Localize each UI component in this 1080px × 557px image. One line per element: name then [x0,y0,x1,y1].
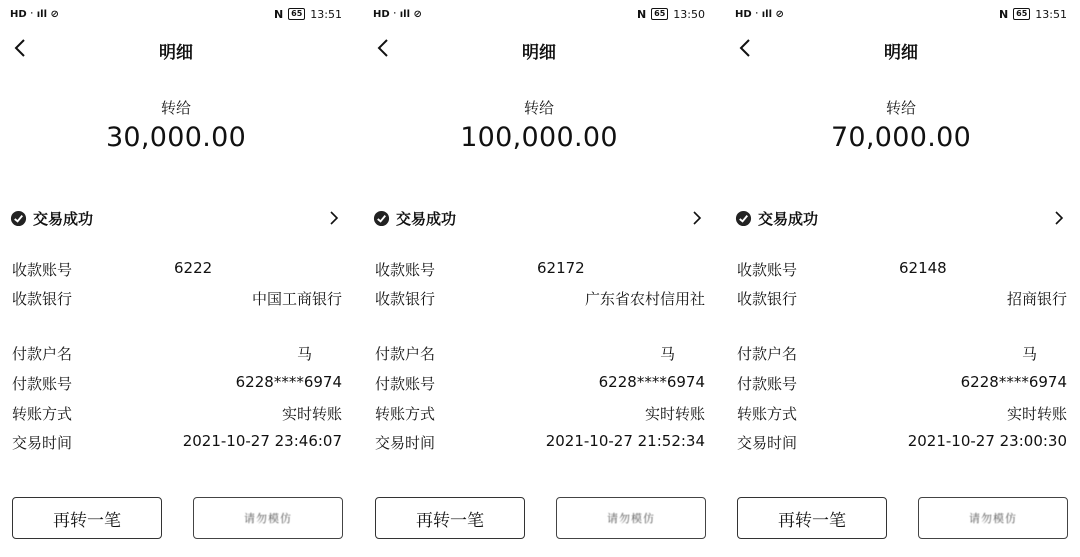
check-circle-icon [735,210,752,227]
payee-account-value: 62148 [899,259,947,277]
battery-icon: 65 [651,8,668,20]
recipient-label: 转给 [885,99,916,117]
transfer-method-label: 转账方式 [12,405,73,423]
transfer-method-row [375,403,705,423]
payer-name-value: 马 [659,345,675,363]
payer-name-row [12,343,342,363]
transaction-status-row[interactable] [735,207,1067,229]
network-indicators: HD ᐧ ıll ⊘ [10,8,59,20]
transfer-detail-screen-3 [725,0,1077,557]
transaction-time-value: 2021-10-27 23:00:30 [907,432,1067,450]
payee-bank-value: 广东省农村信用社 [584,290,705,308]
transaction-status-row[interactable] [10,207,342,229]
transaction-status: 交易成功 [758,209,819,228]
recipient-label: 转给 [523,99,554,117]
payee-account-row [12,259,342,279]
secondary-button-label: 请勿模仿 [244,512,292,525]
nav-bar [725,36,1077,63]
transaction-time-row [12,432,342,452]
transaction-time-row [737,432,1067,452]
payee-account-value: 62172 [537,259,585,277]
payee-bank-value: 中国工商银行 [251,290,342,308]
payee-bank-row [12,288,342,308]
status-time: 13:51 [1035,7,1067,21]
page-title: 明细 [159,43,193,63]
payee-account-label: 收款账号 [375,261,436,279]
battery-icon: 65 [288,8,305,20]
page-title: 明细 [522,43,556,63]
chevron-right-icon [691,210,703,226]
transfer-amount: 100,000.00 [460,122,618,153]
nfc-icon: N [273,7,284,21]
payee-bank-value: 招商银行 [1006,290,1067,308]
transaction-time-label: 交易时间 [737,434,798,452]
payer-name-label: 付款户名 [375,345,436,363]
status-time: 13:50 [673,7,705,21]
payer-account-value: 6228****6974 [598,373,705,391]
transfer-again-button[interactable]: 再转一笔 [737,497,887,539]
secondary-button[interactable] [193,497,343,539]
payer-account-row [375,373,705,393]
transfer-again-button[interactable]: 再转一笔 [12,497,162,539]
chevron-right-icon [1053,210,1065,226]
transfer-amount: 70,000.00 [830,122,972,153]
network-indicators: HD ᐧ ıll ⊘ [735,8,784,20]
transfer-detail-screen-2 [363,0,715,557]
transaction-time-row [375,432,705,452]
payee-bank-row [737,288,1067,308]
transaction-time-value: 2021-10-27 23:46:07 [182,432,342,450]
transaction-time-label: 交易时间 [12,434,73,452]
payer-name-row [737,343,1067,363]
transfer-method-label: 转账方式 [375,405,436,423]
payee-account-value: 6222 [174,259,213,277]
payer-account-label: 付款账号 [737,375,798,393]
payer-account-label: 付款账号 [375,375,436,393]
transaction-time-value: 2021-10-27 21:52:34 [545,432,705,450]
transaction-status-row[interactable] [373,207,705,229]
transfer-method-label: 转账方式 [737,405,798,423]
payer-name-value: 马 [1021,345,1037,363]
transfer-amount: 30,000.00 [105,122,247,153]
payer-name-row [375,343,705,363]
secondary-button-label: 请勿模仿 [969,512,1017,525]
payer-account-row [737,373,1067,393]
status-bar [10,6,342,22]
recipient-label: 转给 [160,99,191,117]
payee-account-row [375,259,705,279]
status-bar [373,6,705,22]
chevron-right-icon [328,210,340,226]
nfc-icon: N [636,7,647,21]
check-circle-icon [10,210,27,227]
transfer-method-row [12,403,342,423]
battery-icon: 65 [1013,8,1030,20]
transfer-detail-screen-1 [0,0,352,557]
transfer-method-value: 实时转账 [281,405,342,423]
payee-account-label: 收款账号 [12,261,73,279]
payer-name-label: 付款户名 [737,345,798,363]
transfer-method-value: 实时转账 [644,405,705,423]
check-circle-icon [373,210,390,227]
payer-name-label: 付款户名 [12,345,73,363]
page-title: 明细 [884,43,918,63]
payee-bank-label: 收款银行 [12,290,73,308]
payee-account-label: 收款账号 [737,261,798,279]
network-indicators: HD ᐧ ıll ⊘ [373,8,422,20]
secondary-button[interactable] [556,497,706,539]
payer-account-value: 6228****6974 [960,373,1067,391]
payer-account-value: 6228****6974 [235,373,342,391]
nav-bar [363,36,715,63]
transfer-method-row [737,403,1067,423]
secondary-button[interactable] [918,497,1068,539]
nav-bar [0,36,352,63]
payee-account-row [737,259,1067,279]
secondary-button-label: 请勿模仿 [607,512,655,525]
payer-account-label: 付款账号 [12,375,73,393]
transfer-again-button[interactable]: 再转一笔 [375,497,525,539]
status-time: 13:51 [310,7,342,21]
transfer-method-value: 实时转账 [1006,405,1067,423]
payee-bank-label: 收款银行 [375,290,436,308]
payee-bank-label: 收款银行 [737,290,798,308]
transaction-status: 交易成功 [33,209,94,228]
payer-account-row [12,373,342,393]
payee-bank-row [375,288,705,308]
payer-name-value: 马 [296,345,312,363]
transaction-status: 交易成功 [396,209,457,228]
status-bar [735,6,1067,22]
nfc-icon: N [998,7,1009,21]
transaction-time-label: 交易时间 [375,434,436,452]
